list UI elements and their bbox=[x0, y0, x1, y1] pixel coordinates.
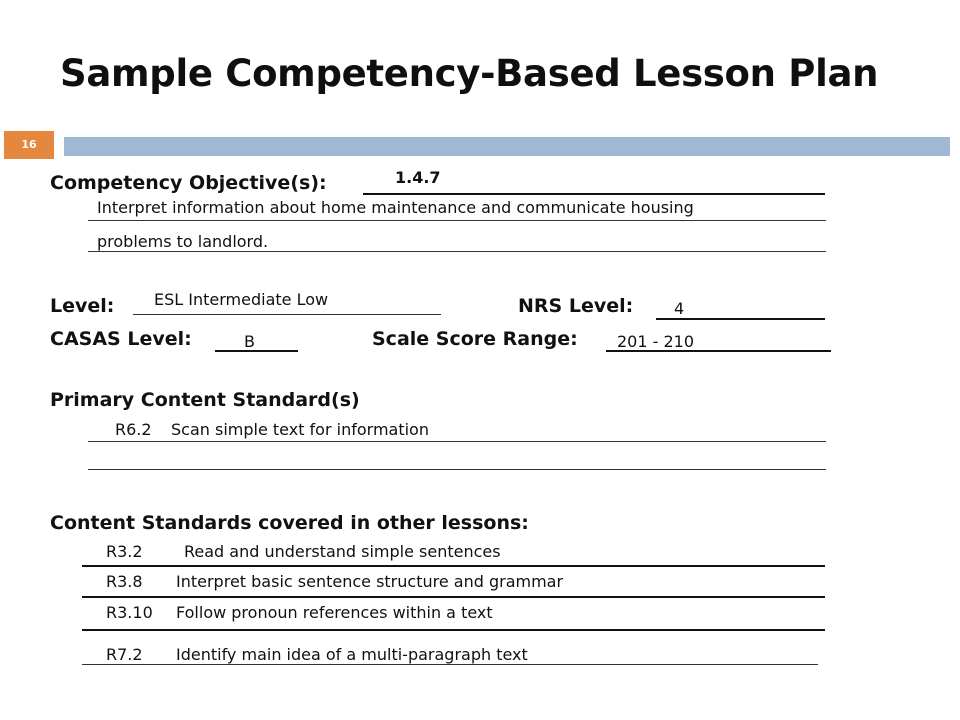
scale-score-line bbox=[606, 350, 831, 352]
other-standard-text: Follow pronoun references within a text bbox=[176, 603, 493, 622]
page-title: Sample Competency-Based Lesson Plan bbox=[60, 52, 879, 95]
competency-code: 1.4.7 bbox=[395, 168, 441, 187]
other-standard-code: R7.2 bbox=[106, 645, 143, 664]
level-value: ESL Intermediate Low bbox=[154, 290, 329, 309]
level-label: Level: bbox=[50, 295, 115, 317]
other-standard-line bbox=[82, 596, 825, 598]
other-standards-label: Content Standards covered in other lessons: bbox=[50, 512, 529, 534]
primary-standard-text: Scan simple text for information bbox=[171, 420, 429, 439]
other-standard-line bbox=[82, 629, 825, 631]
other-standard-code: R3.2 bbox=[106, 542, 143, 561]
competency-label: Competency Objective(s): bbox=[50, 172, 327, 194]
casas-level-line bbox=[215, 350, 298, 352]
competency-line-2 bbox=[88, 251, 826, 252]
other-standard-line bbox=[82, 565, 825, 567]
level-line bbox=[133, 314, 441, 315]
other-standard-text: Identify main idea of a multi-paragraph text bbox=[176, 645, 528, 664]
header-bar bbox=[64, 137, 950, 156]
competency-text-1: Interpret information about home maintenance and communicate housing bbox=[97, 198, 694, 217]
other-standard-code: R3.10 bbox=[106, 603, 153, 622]
scale-score-label: Scale Score Range: bbox=[372, 328, 578, 350]
primary-standard-line-2 bbox=[88, 469, 826, 470]
nrs-level-line bbox=[656, 318, 825, 320]
nrs-level-value: 4 bbox=[674, 299, 685, 318]
casas-level-label: CASAS Level: bbox=[50, 328, 192, 350]
competency-line bbox=[363, 193, 825, 195]
competency-line-1 bbox=[88, 220, 826, 221]
other-standard-code: R3.8 bbox=[106, 572, 143, 591]
primary-standard-label: Primary Content Standard(s) bbox=[50, 389, 360, 411]
scale-score-value: 201 - 210 bbox=[617, 332, 695, 351]
other-standard-text: Read and understand simple sentences bbox=[184, 542, 501, 561]
other-standard-text: Interpret basic sentence structure and grammar bbox=[176, 572, 564, 591]
nrs-level-label: NRS Level: bbox=[518, 295, 634, 317]
primary-standard-line-1 bbox=[88, 441, 826, 442]
competency-text-2: problems to landlord. bbox=[97, 232, 269, 251]
primary-standard-code: R6.2 bbox=[115, 420, 152, 439]
other-standard-line bbox=[82, 664, 818, 665]
slide-number: 16 bbox=[4, 131, 54, 159]
casas-level-value: B bbox=[244, 332, 255, 351]
